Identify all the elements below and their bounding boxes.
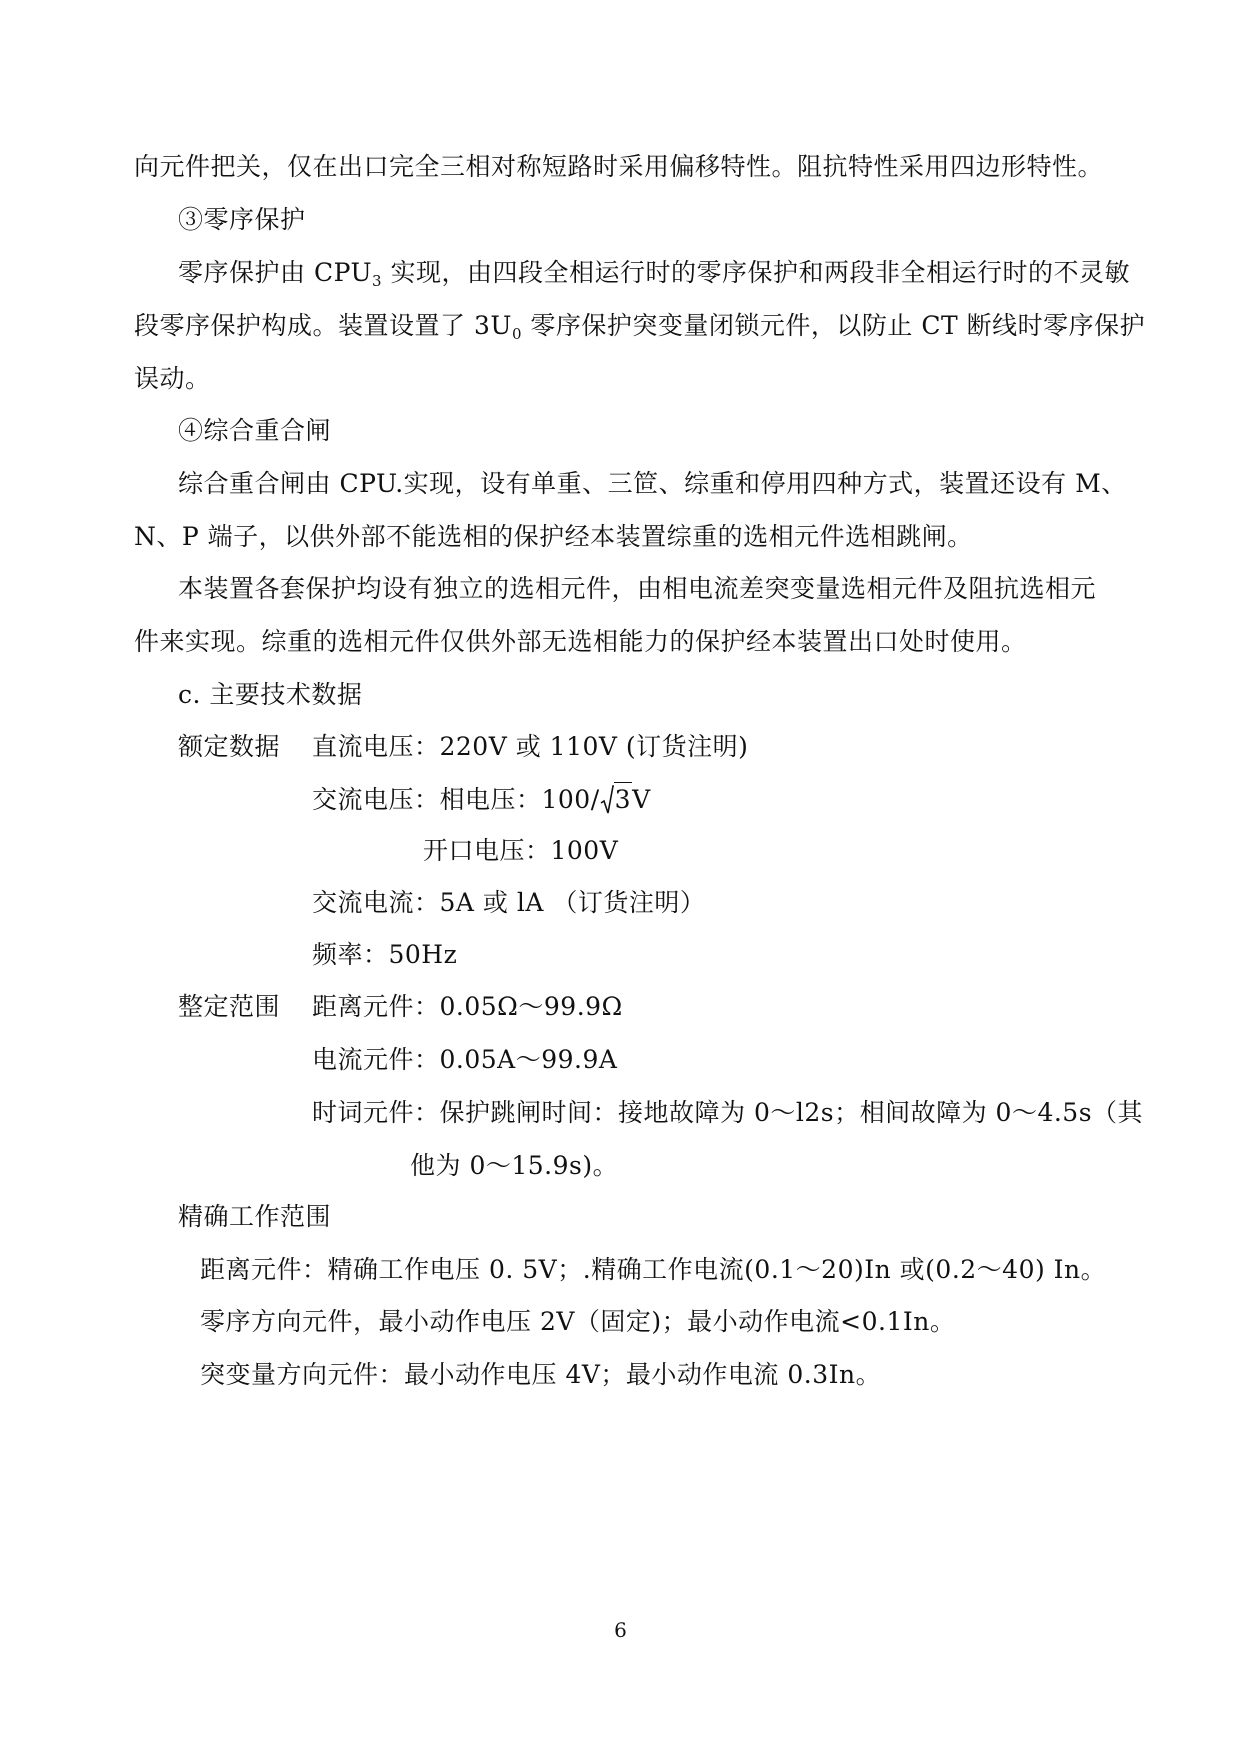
distance-element-range: 距离元件：0.05Ω～99.9Ω [312,992,623,1021]
paragraph-line [178,256,1130,290]
section-heading-tech-data: c. 主要技术数据 [178,680,363,709]
frequency-line: 频率：50Hz [312,940,458,969]
section-heading-reclosing: ④综合重合闸 [178,416,332,445]
rated-data-label: 额定数据 [178,732,281,761]
text-run: 零序保护突变量闭锁元件，以防止 CT 断线时零序保护 [521,311,1146,340]
text-run: 实现，由四段全相运行时的零序保护和两段非全相运行时的不灵敏 [382,258,1131,287]
subscript: 3 [372,272,383,290]
time-element-range: 时词元件：保护跳闸时间：接地故障为 0～l2s；相间故障为 0～4.5s（其 [312,1098,1144,1127]
ac-current-line: 交流电流：5A 或 lA （订货注明） [312,888,706,917]
paragraph-line: 本装置各套保护均设有独立的选相元件，由相电流差突变量选相元件及阻抗选相元 [178,574,1097,603]
precise-distance-line: 距离元件：精确工作电压 0. 5V；.精确工作电流(0.1～20)In 或(0.2～40) In。 [200,1255,1107,1284]
text-run: 交流电压：相电压：100/ [312,785,600,814]
subscript: 0 [511,325,522,343]
precise-sudden-change-line: 突变量方向元件：最小动作电压 4V；最小动作电流 0.3In。 [200,1360,882,1389]
ac-voltage-line [312,782,651,817]
time-element-range-cont: 他为 0～15.9s)。 [410,1151,619,1180]
text-run: 零序保护由 CPU [178,258,373,287]
dc-voltage-line: 直流电压：220V 或 110V (订货注明) [312,732,749,761]
setting-range-label: 整定范围 [178,992,281,1021]
paragraph-line [134,309,1145,343]
page-number: 6 [614,1618,627,1642]
paragraph-line: 件来实现。综重的选相元件仅供外部无选相能力的保护经本装置出口处时使用。 [134,627,1027,656]
paragraph-line: 误动。 [134,364,211,393]
precise-zero-seq-line: 零序方向元件，最小动作电压 2V（固定)；最小动作电流<0.1In。 [200,1307,956,1336]
precise-range-label: 精确工作范围 [178,1202,332,1231]
paragraph-line: 向元件把关，仅在出口完全三相对称短路时采用偏移特性。阻抗特性采用四边形特性。 [134,152,1104,181]
paragraph-line: N、P 端子，以供外部不能选相的保护经本装置综重的选相元件选相跳闸。 [134,522,973,551]
current-element-range: 电流元件：0.05A～99.9A [312,1045,618,1074]
square-root-symbol [600,782,632,817]
text-run: 段零序保护构成。装置设置了 3U [134,311,512,340]
open-voltage-line: 开口电压：100V [423,836,619,865]
text-run: V [632,785,651,814]
paragraph-line: 综合重合闸由 CPU.实现，设有单重、三笸、综重和停用四种方式，装置还设有 M、 [178,469,1127,498]
section-heading-zero-sequence: ③零序保护 [178,205,306,234]
radicand: 3 [614,782,632,817]
